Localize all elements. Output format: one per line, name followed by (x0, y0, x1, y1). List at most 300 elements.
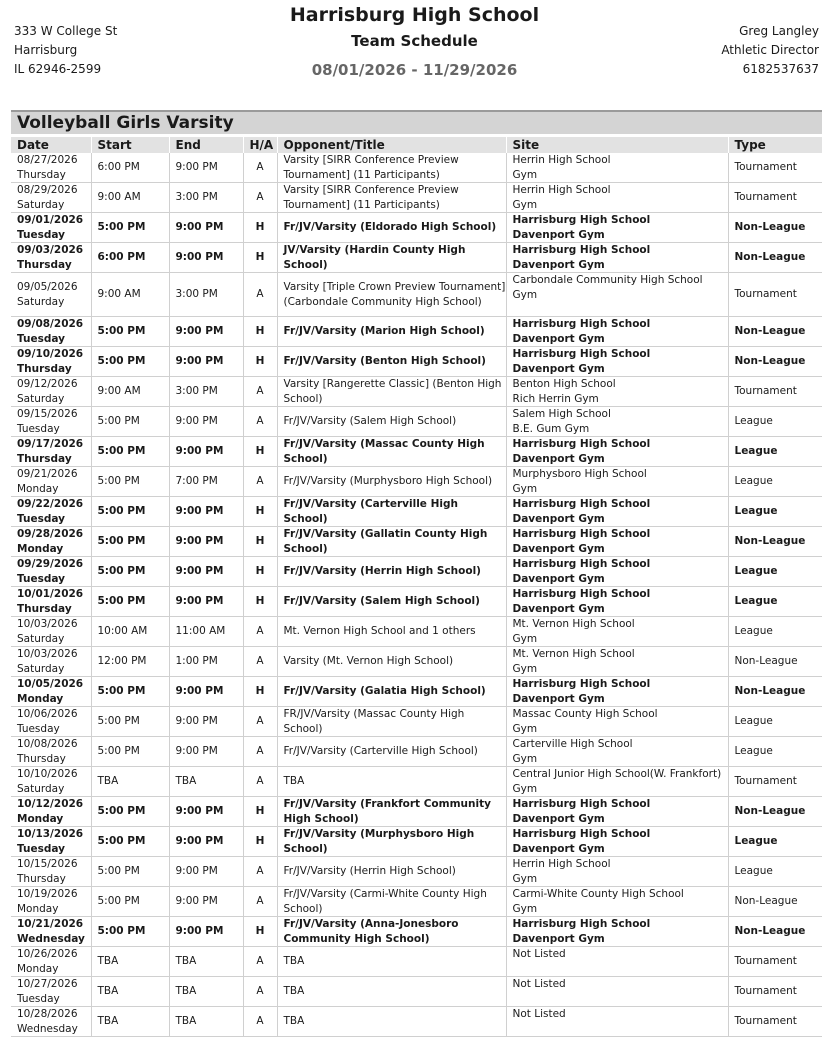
site-name: Harrisburg High School (512, 498, 651, 510)
weekday: Tuesday (17, 842, 65, 855)
site-venue: Gym (512, 662, 538, 675)
site-venue: Davenport Gym (512, 812, 605, 825)
game-type: Non-League (728, 917, 822, 947)
start-time: TBA (91, 947, 169, 977)
game-type: League (728, 587, 822, 617)
sport-title-bar (11, 110, 822, 134)
home-away: H (243, 243, 277, 273)
site-cell (506, 677, 728, 707)
site-cell (506, 213, 728, 243)
start-time: 9:00 AM (91, 183, 169, 213)
date-cell (11, 1007, 91, 1037)
start-time: 5:00 PM (91, 737, 169, 767)
site-cell (506, 707, 728, 737)
weekday: Monday (17, 962, 59, 975)
date: 09/21/2026 (17, 468, 78, 480)
site-cell (506, 587, 728, 617)
end-time: 9:00 PM (169, 917, 243, 947)
date-cell (11, 947, 91, 977)
date: 10/28/2026 (17, 1008, 78, 1020)
site-cell (506, 273, 728, 317)
site-name: Carmi-White County High School (512, 888, 684, 900)
site-name: Harrisburg High School (512, 348, 651, 360)
date-cell (11, 917, 91, 947)
weekday: Monday (17, 902, 59, 915)
site-name: Harrisburg High School (512, 318, 651, 330)
site-cell (506, 347, 728, 377)
date-cell (11, 617, 91, 647)
table-row (11, 1007, 822, 1037)
date-cell (11, 347, 91, 377)
table-row (11, 887, 822, 917)
site-name: Mt. Vernon High School (512, 618, 635, 630)
game-type: League (728, 437, 822, 467)
table-row (11, 273, 822, 317)
weekday: Monday (17, 482, 59, 495)
address-line: IL 62946-2599 (14, 62, 102, 76)
opponent-title: Fr/JV/Varsity (Salem High School) (277, 407, 506, 437)
date-cell (11, 527, 91, 557)
game-type: Tournament (728, 183, 822, 213)
weekday: Thursday (17, 752, 66, 765)
start-time: 5:00 PM (91, 497, 169, 527)
date: 09/17/2026 (17, 438, 84, 450)
table-row (11, 947, 822, 977)
start-time: 6:00 PM (91, 243, 169, 273)
school-name: Harrisburg High School (289, 4, 540, 26)
site-venue: Gym (512, 782, 538, 795)
end-time: 9:00 PM (169, 587, 243, 617)
opponent-title: TBA (277, 767, 506, 797)
game-type: League (728, 737, 822, 767)
date-cell (11, 977, 91, 1007)
game-type: Non-League (728, 243, 822, 273)
game-type: League (728, 857, 822, 887)
start-time: 5:00 PM (91, 213, 169, 243)
date: 08/27/2026 (17, 154, 78, 166)
site-venue: Gym (512, 288, 538, 301)
table-row (11, 797, 822, 827)
game-type: Non-League (728, 527, 822, 557)
table-row (11, 617, 822, 647)
site-cell (506, 617, 728, 647)
end-time: 9:00 PM (169, 887, 243, 917)
weekday: Tuesday (17, 512, 65, 525)
table-row (11, 647, 822, 677)
date: 10/10/2026 (17, 768, 78, 780)
opponent-title: Fr/JV/Varsity (Salem High School) (277, 587, 506, 617)
end-time: 9:00 PM (169, 707, 243, 737)
end-time: TBA (169, 767, 243, 797)
home-away: H (243, 497, 277, 527)
home-away: A (243, 767, 277, 797)
date: 10/01/2026 (17, 588, 84, 600)
home-away: A (243, 857, 277, 887)
opponent-title: Varsity [SIRR Conference Preview Tournament] (11 Participants) (277, 183, 506, 213)
date: 09/05/2026 (17, 281, 78, 293)
table-row (11, 243, 822, 273)
site-name: Mt. Vernon High School (512, 648, 635, 660)
opponent-title: Fr/JV/Varsity (Galatia High School) (277, 677, 506, 707)
site-venue: Davenport Gym (512, 602, 605, 615)
weekday: Saturday (17, 198, 65, 211)
site-cell (506, 797, 728, 827)
end-time: 1:00 PM (169, 647, 243, 677)
opponent-title: Fr/JV/Varsity (Eldorado High School) (277, 213, 506, 243)
home-away: H (243, 527, 277, 557)
game-type: Non-League (728, 213, 822, 243)
game-type: Tournament (728, 767, 822, 797)
contact-role: Athletic Director (721, 43, 819, 57)
site-name: Massac County High School (512, 708, 658, 720)
site-cell (506, 437, 728, 467)
start-time: 5:00 PM (91, 797, 169, 827)
site-name: Harrisburg High School (512, 678, 651, 690)
date: 09/10/2026 (17, 348, 84, 360)
weekday: Tuesday (17, 228, 65, 241)
date: 10/19/2026 (17, 888, 78, 900)
end-time: 9:00 PM (169, 407, 243, 437)
site-name: Harrisburg High School (512, 438, 651, 450)
game-type: Non-League (728, 677, 822, 707)
game-type: Tournament (728, 1007, 822, 1037)
home-away: H (243, 797, 277, 827)
end-time: TBA (169, 947, 243, 977)
date: 10/03/2026 (17, 648, 78, 660)
column-header-opponent: Opponent/Title (277, 137, 506, 153)
date-cell (11, 213, 91, 243)
opponent-title: JV/Varsity (Hardin County High School) (277, 243, 506, 273)
game-type: Non-League (728, 317, 822, 347)
weekday: Thursday (17, 452, 72, 465)
sport-title: Volleyball Girls Varsity (17, 113, 234, 133)
date-cell (11, 767, 91, 797)
weekday: Thursday (17, 168, 66, 181)
start-time: 6:00 PM (91, 153, 169, 183)
game-type: League (728, 617, 822, 647)
site-name: Central Junior High School(W. Frankfort) (512, 768, 722, 780)
game-type: League (728, 497, 822, 527)
opponent-title: Fr/JV/Varsity (Murphysboro High School) (277, 467, 506, 497)
start-time: 5:00 PM (91, 887, 169, 917)
end-time: 9:00 PM (169, 153, 243, 183)
date: 10/13/2026 (17, 828, 84, 840)
site-name: Harrisburg High School (512, 528, 651, 540)
opponent-title: Fr/JV/Varsity (Frankfort Community High School) (277, 797, 506, 827)
home-away: A (243, 1007, 277, 1037)
table-header-row (11, 137, 822, 153)
weekday: Saturday (17, 632, 65, 645)
date-range: 08/01/2026 - 11/29/2026 (311, 61, 518, 79)
date-cell (11, 273, 91, 317)
date: 10/03/2026 (17, 618, 78, 630)
site-venue: Davenport Gym (512, 542, 605, 555)
site-venue: Gym (512, 722, 538, 735)
date: 09/12/2026 (17, 378, 78, 390)
date-cell (11, 797, 91, 827)
contact-phone: 6182537637 (742, 62, 819, 76)
opponent-title: Fr/JV/Varsity (Marion High School) (277, 317, 506, 347)
end-time: TBA (169, 977, 243, 1007)
site-name: Harrisburg High School (512, 588, 651, 600)
opponent-title: Fr/JV/Varsity (Gallatin County High School) (277, 527, 506, 557)
site-name: Not Listed (512, 1008, 566, 1020)
start-time: 5:00 PM (91, 467, 169, 497)
end-time: 11:00 AM (169, 617, 243, 647)
date-cell (11, 647, 91, 677)
weekday: Wednesday (17, 932, 85, 945)
table-row (11, 213, 822, 243)
site-venue: Davenport Gym (512, 692, 605, 705)
date-cell (11, 557, 91, 587)
end-time: 9:00 PM (169, 437, 243, 467)
opponent-title: Fr/JV/Varsity (Murphysboro High School) (277, 827, 506, 857)
end-time: 9:00 PM (169, 317, 243, 347)
page-subtitle: Team Schedule (351, 32, 478, 50)
site-cell (506, 243, 728, 273)
home-away: A (243, 737, 277, 767)
start-time: 5:00 PM (91, 857, 169, 887)
site-venue: Gym (512, 872, 538, 885)
date-cell (11, 467, 91, 497)
home-away: A (243, 467, 277, 497)
date-cell (11, 887, 91, 917)
site-venue: Gym (512, 198, 538, 211)
date-cell (11, 377, 91, 407)
site-venue: Gym (512, 482, 538, 495)
table-row (11, 153, 822, 183)
table-row (11, 377, 822, 407)
site-venue: Gym (512, 168, 538, 181)
site-name: Herrin High School (512, 154, 611, 166)
opponent-title: Mt. Vernon High School and 1 others (277, 617, 506, 647)
game-type: Non-League (728, 797, 822, 827)
weekday: Thursday (17, 258, 72, 271)
date: 10/08/2026 (17, 738, 78, 750)
end-time: 9:00 PM (169, 497, 243, 527)
table-row (11, 183, 822, 213)
weekday: Monday (17, 692, 64, 705)
end-time: 9:00 PM (169, 243, 243, 273)
opponent-title: Fr/JV/Varsity (Carmi-White County High School) (277, 887, 506, 917)
page-header (0, 2, 829, 80)
site-cell (506, 527, 728, 557)
date: 10/26/2026 (17, 948, 78, 960)
home-away: A (243, 273, 277, 317)
weekday: Monday (17, 542, 64, 555)
opponent-title: Fr/JV/Varsity (Anna-Jonesboro Community High School) (277, 917, 506, 947)
table-row (11, 437, 822, 467)
site-name: Not Listed (512, 978, 566, 990)
column-header-start: Start (91, 137, 169, 153)
opponent-title: Varsity [Triple Crown Preview Tournament] (Carbondale Community High School) (277, 273, 506, 317)
date: 10/06/2026 (17, 708, 78, 720)
home-away: H (243, 677, 277, 707)
home-away: A (243, 647, 277, 677)
end-time: 7:00 PM (169, 467, 243, 497)
end-time: 9:00 PM (169, 797, 243, 827)
column-header-end: End (169, 137, 243, 153)
site-name: Murphysboro High School (512, 468, 647, 480)
home-away: A (243, 947, 277, 977)
weekday: Monday (17, 812, 64, 825)
date-cell (11, 827, 91, 857)
date: 10/21/2026 (17, 918, 84, 930)
end-time: 3:00 PM (169, 377, 243, 407)
table-row (11, 707, 822, 737)
home-away: A (243, 183, 277, 213)
weekday: Tuesday (17, 422, 60, 435)
date: 09/22/2026 (17, 498, 84, 510)
start-time: 12:00 PM (91, 647, 169, 677)
start-time: 5:00 PM (91, 587, 169, 617)
column-header-site: Site (506, 137, 728, 153)
site-name: Harrisburg High School (512, 798, 651, 810)
site-cell (506, 947, 728, 977)
game-type: Tournament (728, 377, 822, 407)
site-cell (506, 857, 728, 887)
date: 09/08/2026 (17, 318, 84, 330)
date-cell (11, 497, 91, 527)
date: 10/27/2026 (17, 978, 78, 990)
end-time: TBA (169, 1007, 243, 1037)
home-away: H (243, 317, 277, 347)
site-venue: Davenport Gym (512, 572, 605, 585)
site-cell (506, 1007, 728, 1037)
site-cell (506, 153, 728, 183)
weekday: Tuesday (17, 722, 60, 735)
game-type: League (728, 827, 822, 857)
end-time: 9:00 PM (169, 347, 243, 377)
date: 10/05/2026 (17, 678, 84, 690)
game-type: Tournament (728, 273, 822, 317)
game-type: League (728, 557, 822, 587)
weekday: Thursday (17, 872, 66, 885)
site-venue: B.E. Gum Gym (512, 422, 590, 435)
home-away: A (243, 977, 277, 1007)
date-cell (11, 737, 91, 767)
table-row (11, 557, 822, 587)
weekday: Saturday (17, 782, 65, 795)
address-line: 333 W College St (14, 24, 118, 38)
game-type: Non-League (728, 347, 822, 377)
date-cell (11, 153, 91, 183)
site-name: Benton High School (512, 378, 616, 390)
site-cell (506, 377, 728, 407)
start-time: 10:00 AM (91, 617, 169, 647)
game-type: Tournament (728, 977, 822, 1007)
date-cell (11, 677, 91, 707)
end-time: 3:00 PM (169, 183, 243, 213)
home-away: A (243, 887, 277, 917)
opponent-title: Fr/JV/Varsity (Carterville High School) (277, 497, 506, 527)
site-cell (506, 647, 728, 677)
site-name: Harrisburg High School (512, 214, 651, 226)
table-row (11, 467, 822, 497)
table-row (11, 827, 822, 857)
site-name: Harrisburg High School (512, 918, 651, 930)
home-away: H (243, 917, 277, 947)
site-venue: Gym (512, 902, 538, 915)
end-time: 9:00 PM (169, 557, 243, 587)
table-row (11, 857, 822, 887)
opponent-title: Varsity (Mt. Vernon High School) (277, 647, 506, 677)
end-time: 9:00 PM (169, 213, 243, 243)
end-time: 9:00 PM (169, 737, 243, 767)
site-name: Salem High School (512, 408, 611, 420)
home-away: H (243, 347, 277, 377)
site-cell (506, 183, 728, 213)
site-venue: Davenport Gym (512, 932, 605, 945)
opponent-title: FR/JV/Varsity (Massac County High School) (277, 707, 506, 737)
weekday: Saturday (17, 392, 65, 405)
site-cell (506, 557, 728, 587)
date: 09/01/2026 (17, 214, 84, 226)
date-cell (11, 587, 91, 617)
table-row (11, 677, 822, 707)
weekday: Wednesday (17, 1022, 78, 1035)
start-time: 5:00 PM (91, 827, 169, 857)
site-venue: Davenport Gym (512, 842, 605, 855)
column-header-date: Date (11, 137, 91, 153)
game-type: League (728, 467, 822, 497)
site-venue: Davenport Gym (512, 452, 605, 465)
site-name: Harrisburg High School (512, 828, 651, 840)
site-venue: Davenport Gym (512, 228, 605, 241)
weekday: Tuesday (17, 992, 60, 1005)
home-away: H (243, 213, 277, 243)
site-venue: Davenport Gym (512, 258, 605, 271)
table-row (11, 527, 822, 557)
start-time: TBA (91, 767, 169, 797)
start-time: 5:00 PM (91, 527, 169, 557)
home-away: H (243, 437, 277, 467)
end-time: 9:00 PM (169, 677, 243, 707)
site-cell (506, 737, 728, 767)
column-header-ha: H/A (243, 137, 277, 153)
site-cell (506, 767, 728, 797)
site-venue: Davenport Gym (512, 332, 605, 345)
opponent-title: TBA (277, 1007, 506, 1037)
site-name: Harrisburg High School (512, 244, 651, 256)
column-header-type: Type (728, 137, 822, 153)
table-row (11, 317, 822, 347)
site-venue: Davenport Gym (512, 362, 605, 375)
opponent-title: TBA (277, 977, 506, 1007)
table-row (11, 917, 822, 947)
table-row (11, 977, 822, 1007)
date: 09/03/2026 (17, 244, 84, 256)
game-type: Non-League (728, 647, 822, 677)
table-row (11, 407, 822, 437)
start-time: 5:00 PM (91, 347, 169, 377)
site-name: Herrin High School (512, 184, 611, 196)
site-venue: Gym (512, 632, 538, 645)
opponent-title: Varsity [SIRR Conference Preview Tournament] (11 Participants) (277, 153, 506, 183)
date-cell (11, 857, 91, 887)
start-time: 5:00 PM (91, 407, 169, 437)
opponent-title: Varsity [Rangerette Classic] (Benton High School) (277, 377, 506, 407)
date-cell (11, 317, 91, 347)
game-type: League (728, 407, 822, 437)
site-cell (506, 917, 728, 947)
date-cell (11, 243, 91, 273)
table-row (11, 587, 822, 617)
table-row (11, 347, 822, 377)
home-away: A (243, 153, 277, 183)
date-cell (11, 407, 91, 437)
home-away: A (243, 407, 277, 437)
